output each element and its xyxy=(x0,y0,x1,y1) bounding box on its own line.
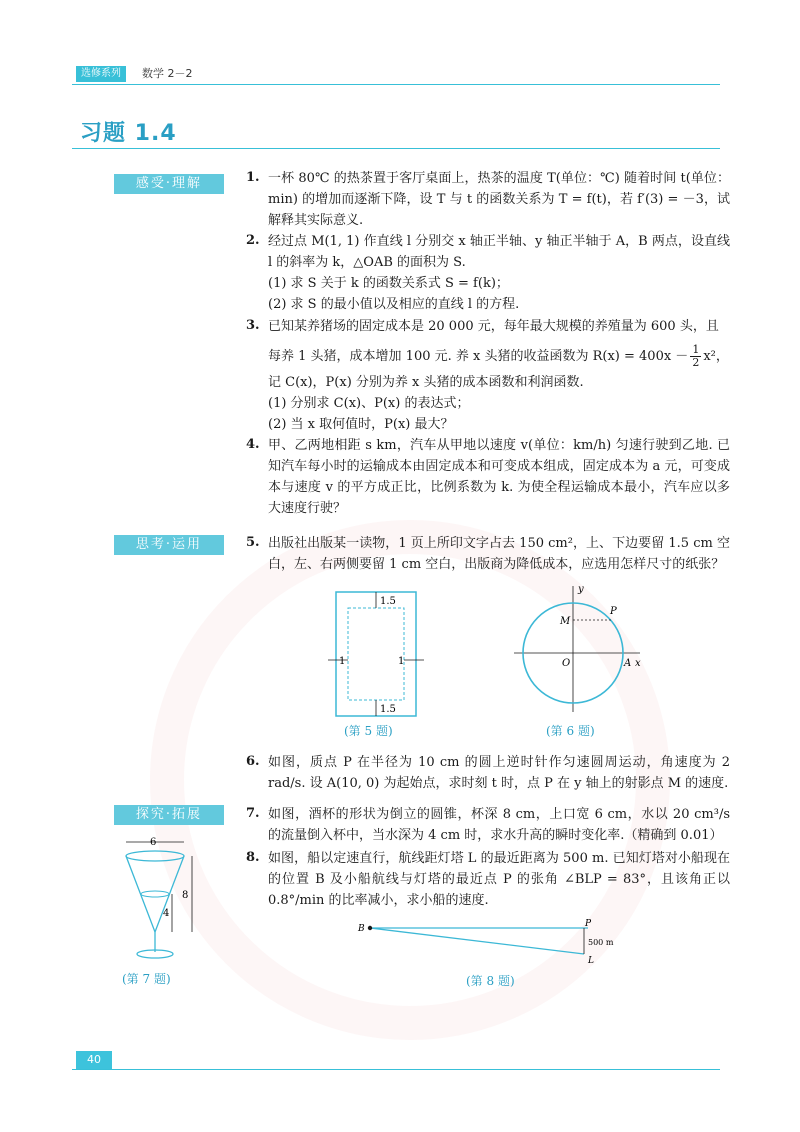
sight-line-bl xyxy=(370,928,584,954)
problem-5-text: 出版社出版某一读物，1 页上所印文字占去 150 cm²，上、下边要留 1.5 cm 空白，左、右两侧要留 1 cm 空白，出版商为降低成本，应选用怎样尺寸的纸张？ xyxy=(268,536,730,572)
point-b-label: B xyxy=(358,924,365,934)
glass-rim xyxy=(126,851,184,861)
problem-3-number: 3. xyxy=(246,318,260,333)
problem-7-number: 7. xyxy=(246,806,260,821)
problem-2-text: 经过点 M(1, 1) 作直线 l 分别交 x 轴正半轴、y 轴正半轴于 A，B 两点，设直线 l 的斜率为 k，△OAB 的面积为 S. xyxy=(268,234,730,270)
problem-1-text: 一杯 80℃ 的热茶置于客厅桌面上，热茶的温度 T(单位：℃) 随着时间 t(单位：min) 的增加而逐渐下降，设 T 与 t 的函数关系为 T = f(t)，若 f′(3) = －3，试解释其实际意义. xyxy=(268,171,730,228)
problem-4-text: 甲、乙两地相距 s km，汽车从甲地以速度 v(单位：km/h) 匀速行驶到乙地. 已知汽车每小时的运输成本由固定成本和可变成本组成，固定成本为 a 元，可变成本与速度 v 的平方成正比，比例系数为 k. 为使全程运输成本最小，汽车应以多大速度行驶？ xyxy=(268,438,730,516)
y-axis-label: y xyxy=(578,584,584,595)
origin-label: O xyxy=(562,658,571,669)
figure-7-wine-glass xyxy=(112,836,202,966)
problem-7-text: 如图，酒杯的形状为倒立的圆锥，杯深 8 cm，上口宽 6 cm，水以 20 cm³/s 的流量倒入杯中，当水深为 4 cm 时，求水升高的瞬时变化率.（精确到 0.01） xyxy=(268,807,730,843)
x-axis-label: x xyxy=(635,658,641,669)
page-title: 习题 1.4 xyxy=(80,121,177,146)
fraction-numerator: 1 xyxy=(692,343,700,356)
problem-2-number: 2. xyxy=(246,233,260,248)
problem-8-number: 8. xyxy=(246,850,260,865)
bottom-margin-label: 1.5 xyxy=(380,704,396,715)
point-l-label: L xyxy=(588,956,594,966)
section-tag-explore: 探究·拓展 xyxy=(114,805,224,825)
print-area-outline xyxy=(348,608,404,700)
top-margin-label: 1.5 xyxy=(380,596,396,607)
problem-3-sub2: (2) 当 x 取何值时，P(x) 最大？ xyxy=(268,417,454,432)
problem-2-sub1: (1) 求 S 关于 k 的函数关系式 S = f(k)； xyxy=(268,276,509,291)
fraction-denominator: 2 xyxy=(692,356,700,369)
right-margin-label: 1 xyxy=(398,656,405,667)
fraction-half xyxy=(690,344,701,369)
point-m-label: M xyxy=(560,616,571,627)
footer-divider xyxy=(72,1069,720,1070)
problem-3-text-d: 记 C(x)，P(x) 分别为养 x 头猪的成本函数和利润函数. xyxy=(268,375,584,390)
distance-label: 500 m xyxy=(588,938,614,947)
problem-8-text: 如图，船以定速直行，航线距灯塔 L 的最近距离为 500 m. 已知灯塔对小船现在的位置 B 及小船航线与灯塔的最近点 P 的张角 ∠BLP = 83°，且该角正以 0.8°/min 的比率减小，求小船的速度. xyxy=(268,851,730,908)
problem-3-sub1: (1) 分别求 C(x)、P(x) 的表达式； xyxy=(268,396,470,411)
left-margin-label: 1 xyxy=(339,656,346,667)
figure-5-page-layout xyxy=(318,584,438,744)
problem-6-text: 如图，质点 P 在半径为 10 cm 的圆上逆时针作匀速圆周运动，角速度为 2 rad/s. 设 A(10, 0) 为起始点，求时刻 t 时，点 P 在 y 轴上的射影点 M 的速度. xyxy=(268,755,730,791)
problem-2-sub2: (2) 求 S 的最小值以及相应的直线 l 的方程. xyxy=(268,297,520,312)
depth-label: 8 xyxy=(182,890,189,901)
section-tag-apply: 思考·运用 xyxy=(114,535,224,555)
figure-5-caption: (第 5 题) xyxy=(344,724,393,738)
page-number: 40 xyxy=(76,1051,112,1069)
point-p-label: P xyxy=(610,606,617,617)
boat-marker xyxy=(368,926,372,930)
figure-8-lighthouse xyxy=(352,916,622,968)
figure-6-circle-motion xyxy=(510,580,650,720)
point-a-label: A xyxy=(624,658,632,669)
header-divider xyxy=(72,84,720,85)
problem-3-text-a: 已知某养猪场的固定成本是 20 000 元，每年最大规模的养殖量为 600 头，且 xyxy=(268,319,719,334)
problem-6-number: 6. xyxy=(246,754,260,769)
problem-3-text-c: x²， xyxy=(703,349,729,364)
water-surface xyxy=(141,891,169,897)
figure-7-caption: (第 7 题) xyxy=(122,972,171,986)
figure-6-caption: (第 6 题) xyxy=(546,724,595,738)
title-divider xyxy=(72,148,720,149)
water-depth-label: 4 xyxy=(163,908,170,919)
point-p-label: P xyxy=(585,919,592,929)
section-tag-understand: 感受·理解 xyxy=(114,174,224,194)
problem-3-text-b: 每养 1 头猪，成本增加 100 元. 养 x 头猪的收益函数为 R(x) = 400x － xyxy=(268,349,689,364)
problem-3-line-b xyxy=(268,344,730,369)
width-label: 6 xyxy=(150,837,157,848)
figure-8-caption: (第 8 题) xyxy=(466,974,515,988)
series-badge: 选修系列 xyxy=(76,66,126,82)
problem-1-number: 1. xyxy=(246,170,260,185)
problem-4-number: 4. xyxy=(246,437,260,452)
problem-5-number: 5. xyxy=(246,535,260,550)
subject-label: 数学 2－2 xyxy=(142,67,193,80)
